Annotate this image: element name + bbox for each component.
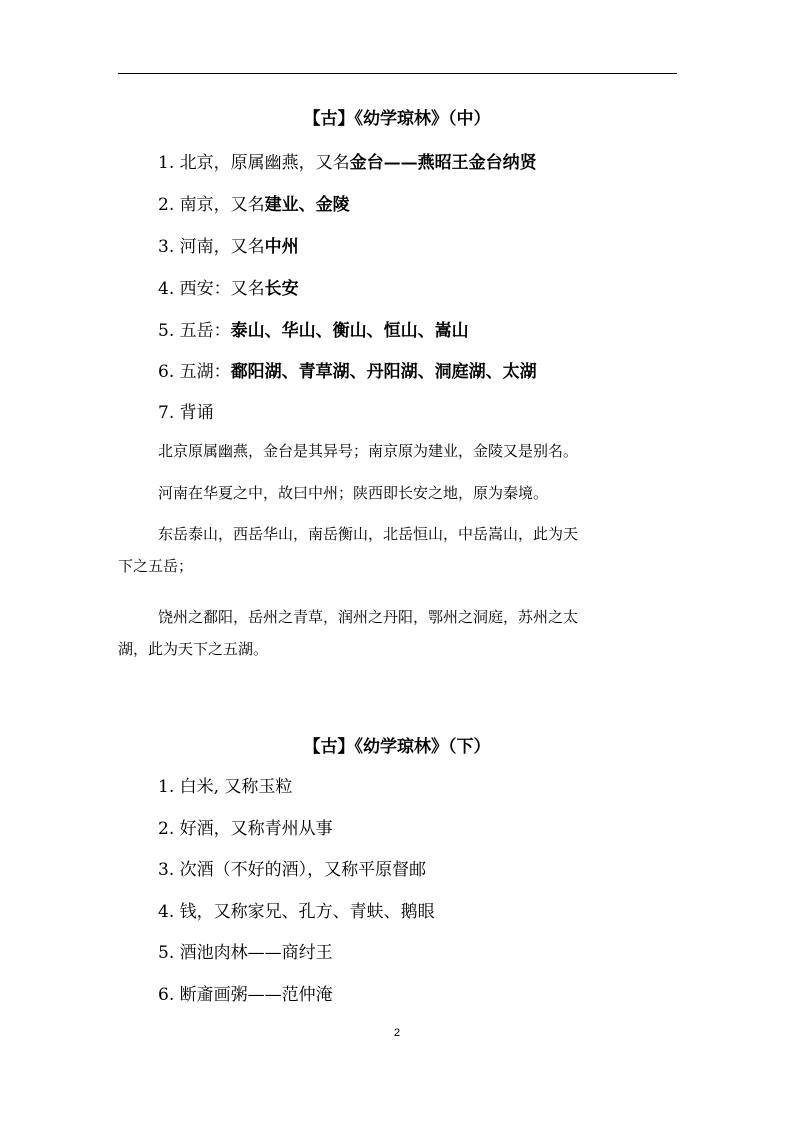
list-item: 2. 好酒，又称青州从事 — [158, 819, 333, 839]
list-item: 6. 断齑画粥——范仲淹 — [158, 985, 333, 1005]
list-item: 7. 背诵 — [158, 403, 214, 423]
section-title-middle: 【古】《幼学琼林》（中） — [303, 109, 491, 129]
list-item: 4. 钱，又称家兄、孔方、青蚨、鹅眼 — [158, 902, 435, 922]
list-item: 4. 西安：又名长安 — [158, 279, 299, 299]
recitation-paragraph: 东岳泰山，西岳华山，南岳衡山，北岳恒山，中岳嵩山，此为天 下之五岳； — [118, 525, 579, 575]
list-item: 6. 五湖：鄱阳湖、青草湖、丹阳湖、洞庭湖、太湖 — [158, 362, 537, 382]
recitation-paragraph: 河南在华夏之中，故曰中州；陕西即长安之地，原为秦境。 — [158, 484, 549, 502]
page-number: 2 — [393, 1027, 401, 1039]
list-item: 3. 河南，又名中州 — [158, 237, 299, 257]
list-item: 2. 南京，又名建业、金陵 — [158, 195, 350, 215]
list-item: 5. 五岳：泰山、华山、衡山、恒山、嵩山 — [158, 321, 469, 341]
recitation-paragraph: 饶州之鄱阳，岳州之青草，润州之丹阳，鄂州之洞庭，苏州之太 湖，此为天下之五湖。 — [118, 608, 579, 658]
list-item: 1. 白米, 又称玉粒 — [158, 777, 293, 797]
header-rule — [118, 73, 677, 74]
list-item: 1. 北京，原属幽燕，又名金台——燕昭王金台纳贤 — [158, 153, 537, 173]
recitation-paragraph: 北京原属幽燕，金台是其异号；南京原为建业，金陵又是别名。 — [158, 442, 579, 460]
section-title-lower: 【古】《幼学琼林》（下） — [303, 737, 491, 757]
list-item: 5. 酒池肉林——商纣王 — [158, 943, 333, 963]
list-item: 3. 次酒（不好的酒），又称平原督邮 — [158, 860, 427, 880]
